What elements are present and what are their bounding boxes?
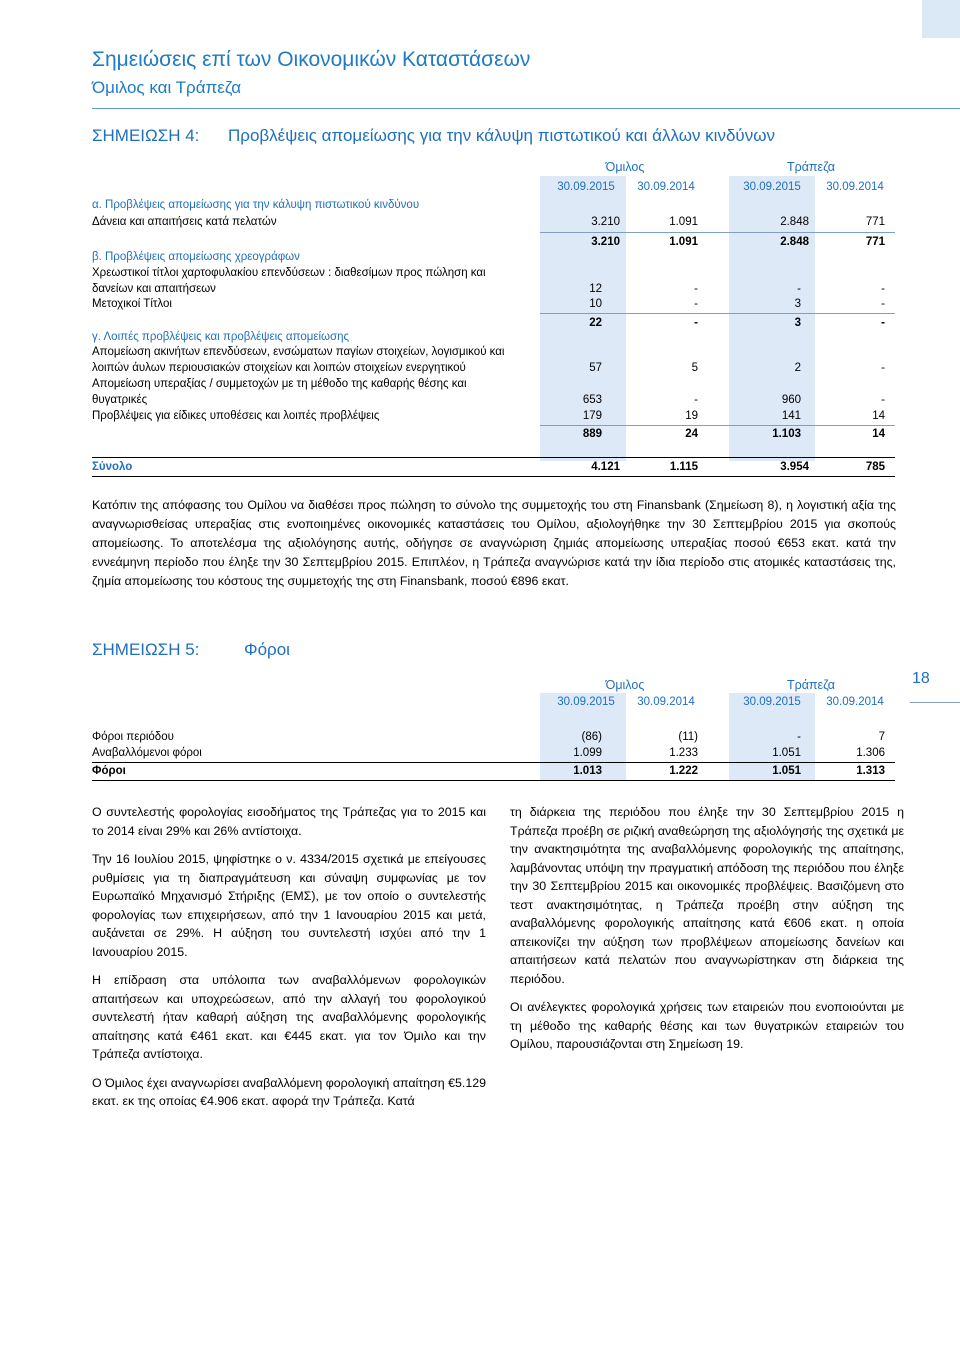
row-label: δανείων και απαιτήσεων bbox=[92, 283, 216, 295]
note4-date: 30.09.2015 bbox=[743, 181, 801, 193]
subtotal-cell: 889 bbox=[582, 428, 602, 440]
cell: (11) bbox=[678, 731, 698, 743]
subtotal-cell: 1.091 bbox=[669, 236, 698, 248]
cell: 1.091 bbox=[669, 216, 698, 228]
cell: - bbox=[694, 298, 698, 310]
note4-bank-label: Τράπεζα bbox=[786, 160, 836, 174]
subtotal-rule bbox=[540, 313, 895, 314]
total-cell: 785 bbox=[865, 461, 885, 473]
row-label: Φόροι περιόδου bbox=[92, 731, 174, 743]
cell: 2 bbox=[794, 362, 801, 374]
subtotal-rule bbox=[540, 232, 895, 233]
paragraph-text: Την 16 Ιουλίου 2015, ψηφίστηκε ο ν. 4334/2015 σχετικά με επείγουσες ρυθμίσεις για τη διαπραγμάτευση και σύναψη συμφωνίας με τον Ευρωπαϊκό Μηχανισμό Στήριξης (ΕΜΣ), με τον οποίο ο συντελεστής φορολογίας των επιχειρήσεων, από την 1 Ιανουαρίου 2015 και μετά, αυξάνεται σε 29%. Η αύξηση του συντελεστή ισχύει από την 1 Ιανουαρίου 2015. bbox=[92, 852, 486, 959]
cell: 1.233 bbox=[669, 747, 698, 759]
note5-date: 30.09.2015 bbox=[743, 696, 801, 708]
note5-group-label: Όμιλος bbox=[605, 678, 645, 692]
note5-date: 30.09.2015 bbox=[557, 696, 615, 708]
subtotal-cell: 14 bbox=[872, 428, 885, 440]
note4-date: 30.09.2015 bbox=[557, 181, 615, 193]
subtotal-cell: 3 bbox=[794, 317, 801, 329]
cell: - bbox=[881, 394, 885, 406]
note5-right-column bbox=[510, 803, 904, 1064]
cell: 3.210 bbox=[591, 216, 620, 228]
cell: 960 bbox=[781, 394, 801, 406]
note5-left-column bbox=[92, 803, 486, 1121]
cell: - bbox=[881, 362, 885, 374]
note4-section-c-title: γ. Λοιπές προβλέψεις και προβλέψεις απομείωσης bbox=[92, 331, 350, 343]
note4-title: Προβλέψεις απομείωσης για την κάλυψη πιστωτικού και άλλων κινδύνων bbox=[228, 126, 775, 145]
note5-date: 30.09.2014 bbox=[826, 696, 884, 708]
total-label: Σύνολο bbox=[92, 461, 133, 473]
cell: - bbox=[881, 283, 885, 295]
total-rule bbox=[92, 762, 895, 763]
page-header-title: Σημειώσεις επί των Οικονομικών Καταστάσεων bbox=[92, 48, 531, 71]
paragraph-text: Κατόπιν της απόφασης του Ομίλου να διαθέσει προς πώληση το σύνολο της συμμετοχής του στη Finansbank (Σημείωση 8), η λογιστική αξία της αναγνωρισθείσας υπεραξίας στις ενοποιημένες οικονομικές καταστάσεις του Ομίλου, αξιολογήθηκε την 30 Σεπτεμβρίου 2015 για σκοπούς απομείωσης. Το αποτελέσμα της αξιολόγησης αυτής, οδήγησε σε αναγνώριση ζημιάς απομείωσης υπεραξίας ποσού €653 εκατ. κατά την εννεάμηνη περίοδο που έληξε την 30 Σεπτεμβρίου 2015. Επιπλέον, η Τράπεζα αναγνώρισε κατά την ίδια περίοδο στις ατομικές καταστάσεις της, ζημία απομείωσης του κόστους της συμμετοχής της στη Finansbank, ποσού €896 εκατ. bbox=[92, 498, 896, 588]
total-rule-bottom bbox=[92, 476, 895, 477]
total-cell: 3.954 bbox=[780, 461, 809, 473]
total-cell: 1.313 bbox=[856, 765, 885, 777]
subtotal-rule bbox=[540, 425, 895, 426]
header-rule bbox=[92, 108, 960, 109]
note5-number: ΣΗΜΕΙΩΣΗ 5: bbox=[92, 640, 200, 659]
note4-group-label: Όμιλος bbox=[605, 160, 645, 174]
note4-paragraph bbox=[92, 496, 896, 591]
cell: 1.306 bbox=[856, 747, 885, 759]
total-cell: 1.222 bbox=[669, 765, 698, 777]
cell: (86) bbox=[581, 731, 602, 743]
cell: 57 bbox=[589, 362, 602, 374]
note4-section-b-title: β. Προβλέψεις απομείωσης χρεογράφων bbox=[92, 251, 300, 263]
note5-title: Φόροι bbox=[244, 640, 290, 659]
cell: 3 bbox=[794, 298, 801, 310]
paragraph-text: Ο συντελεστής φορολογίας εισοδήματος της Τράπεζας για το 2015 και το 2014 είναι 29% και 26% αντίστοιχα. bbox=[92, 805, 486, 838]
subtotal-cell: 24 bbox=[685, 428, 698, 440]
page-number-rule bbox=[910, 702, 960, 703]
note4-date: 30.09.2014 bbox=[637, 181, 695, 193]
cell: 2.848 bbox=[780, 216, 809, 228]
subtotal-cell: 1.103 bbox=[772, 428, 801, 440]
paragraph-text: τη διάρκεια της περιόδου που έληξε την 30 Σεπτεμβρίου 2015 η Τράπεζα προέβη σε ριζική αναθεώρηση της αξιολόγησής της σχετικά με την ανακτησιμότητα της αναβαλλόμενης φορολογικής της απαίτησης, λαμβάνοντας υπόψη την πραγματική απόδοση της περιόδου που έληξε την 30 Σεπτεμβρίου 2015 και οικονομικές προβλέψεις. Βασιζόμενη στο τεστ ανακτησιμότητας, η Τράπεζα προέβη στην αύξηση της αναβαλλόμενης φορολογικής απαίτησης κατά €606 εκατ. η οποία απεικονίζει την αύξηση των προβλέψεων απομείωσης δανείων και απαιτήσεων κατά πελατών που αναγνωρίστηκαν στη διάρκεια της περιόδου. bbox=[510, 805, 904, 986]
row-label: Δάνεια και απαιτήσεις κατά πελατών bbox=[92, 216, 277, 228]
page-header-subtitle: Όμιλος και Τράπεζα bbox=[92, 78, 242, 97]
note5-date: 30.09.2014 bbox=[637, 696, 695, 708]
subtotal-cell: 22 bbox=[589, 317, 602, 329]
cell: 141 bbox=[781, 410, 801, 422]
row-label: Μετοχικοί Τίτλοι bbox=[92, 298, 172, 310]
cell: 653 bbox=[582, 394, 602, 406]
note4-section-a-title: α. Προβλέψεις απομείωσης για την κάλυψη πιστωτικού κινδύνου bbox=[92, 199, 420, 211]
subtotal-cell: - bbox=[881, 317, 885, 329]
row-label: Χρεωστικοί τίτλοι χαρτοφυλακίου επενδύσεων : διαθεσίμων προς πώληση και bbox=[92, 267, 486, 279]
row-label: θυγατρικές bbox=[92, 394, 148, 406]
corner-decoration bbox=[922, 0, 960, 38]
note4-date: 30.09.2014 bbox=[826, 181, 884, 193]
cell: - bbox=[881, 298, 885, 310]
row-label: λοιπών άυλων περιουσιακών στοιχείων και λοιπών στοιχείων ενεργητικού bbox=[92, 362, 466, 374]
paragraph-text: Η επίδραση στα υπόλοιπα των αναβαλλόμενων φορολογικών απαιτήσεων και υποχρεώσεων, από την αλλαγή του φορολογικού συντελεστή ήταν καθαρή αύξηση της αναβαλλόμενης φορολογικής απαίτησης κατά €461 εκατ. και €445 εκατ. για τον Όμιλο και την Τράπεζα αντίστοιχα. bbox=[92, 973, 486, 1061]
cell: - bbox=[797, 731, 801, 743]
note5-bank-label: Τράπεζα bbox=[786, 678, 836, 692]
cell: 771 bbox=[865, 216, 885, 228]
cell: 1.099 bbox=[573, 747, 602, 759]
subtotal-cell: - bbox=[694, 317, 698, 329]
paragraph-text: Ο Όμιλος έχει αναγνωρίσει αναβαλλόμενη φορολογική απαίτηση €5.129 εκατ. εκ της οποίας €4.906 εκατ. αφορά την Τράπεζα. Κατά bbox=[92, 1075, 486, 1108]
row-label: Αναβαλλόμενοι φόροι bbox=[92, 747, 202, 759]
cell: 19 bbox=[685, 410, 698, 422]
cell: 179 bbox=[582, 410, 602, 422]
cell: 12 bbox=[589, 283, 602, 295]
total-cell: 1.013 bbox=[573, 765, 602, 777]
total-rule-bottom bbox=[92, 780, 895, 781]
total-cell: 1.115 bbox=[669, 461, 698, 473]
row-label: Προβλέψεις για είδικες υποθέσεις και λοιπές προβλέψεις bbox=[92, 410, 380, 422]
cell: 7 bbox=[878, 731, 885, 743]
row-label: Απομείωση υπεραξίας / συμμετοχών με τη μέθοδο της καθαρής θέσης και bbox=[92, 378, 467, 390]
note4-number: ΣΗΜΕΙΩΣΗ 4: bbox=[92, 126, 200, 145]
cell: - bbox=[797, 283, 801, 295]
cell: - bbox=[694, 394, 698, 406]
subtotal-cell: 2.848 bbox=[780, 236, 809, 248]
total-rule bbox=[92, 457, 895, 458]
total-cell: 4.121 bbox=[591, 461, 620, 473]
subtotal-cell: 3.210 bbox=[591, 236, 620, 248]
total-label: Φόροι bbox=[92, 765, 126, 777]
total-cell: 1.051 bbox=[772, 765, 801, 777]
cell: 1.051 bbox=[772, 747, 801, 759]
subtotal-cell: 771 bbox=[865, 236, 885, 248]
paragraph-text: Οι ανέλεγκτες φορολογικά χρήσεις των εταιρειών που ενοποιούνται με τη μέθοδο της καθαρής θέσης και των θυγατρικών εταιρειών του Ομίλου, παρουσιάζονται στη Σημείωση 19. bbox=[510, 1000, 904, 1051]
cell: 5 bbox=[691, 362, 698, 374]
cell: - bbox=[694, 283, 698, 295]
cell: 14 bbox=[872, 410, 885, 422]
page-number: 18 bbox=[912, 670, 930, 687]
row-label: Απομείωση ακινήτων επενδύσεων, ενσώματων παγίων στοιχείων, λογισμικού και bbox=[92, 346, 505, 358]
cell: 10 bbox=[589, 298, 602, 310]
